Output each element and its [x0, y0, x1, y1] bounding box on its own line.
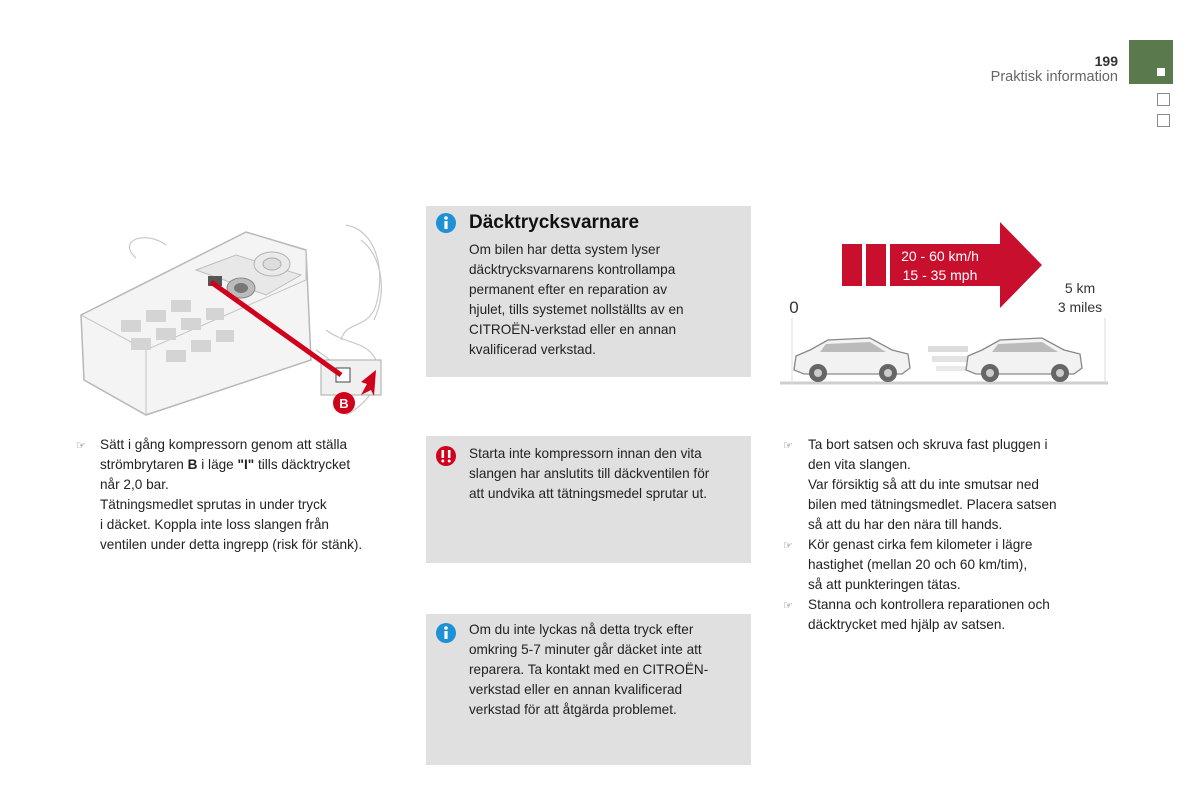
bullet-item: [783, 595, 1103, 635]
info-box-tyre-warning: [426, 206, 751, 377]
text-line: Sätt i gång kompressorn genom att ställa: [100, 437, 348, 452]
box-body: [469, 620, 708, 720]
start-label: 0: [789, 298, 799, 317]
text-line: permanent efter en reparation av: [469, 282, 667, 297]
text-line: så att du har den nära till hands.: [808, 517, 1003, 532]
text-line: kvalificerad verkstad.: [469, 342, 596, 357]
text-line: omkring 5-7 minuter går däcket inte att: [469, 642, 702, 657]
chapter-tab-active: [1129, 40, 1173, 84]
left-instructions: [76, 435, 416, 555]
text-line: den vita slangen.: [808, 457, 911, 472]
page-number: 199: [1094, 53, 1118, 69]
caution-box-compressor: [426, 436, 751, 563]
text-line: bilen med tätningsmedlet. Placera satsen: [808, 497, 1057, 512]
text-line: Starta inte kompressorn innan den vita: [469, 446, 702, 461]
hand-pointer-icon: ☞: [783, 600, 793, 612]
speed-distance-illustration: [780, 218, 1110, 388]
info-icon: [436, 623, 456, 643]
text-line: ventilen under detta ingrepp (risk för stänk).: [100, 537, 363, 552]
tab-marker: [1157, 68, 1165, 76]
text-line: i däcket. Koppla inte loss slangen från: [100, 517, 329, 532]
chapter-tab-empty: [1157, 114, 1170, 127]
callout-label-b: B: [339, 396, 349, 411]
box-body: [469, 240, 684, 360]
hand-pointer-icon: ☞: [76, 440, 86, 452]
compressor-illustration: [76, 210, 406, 425]
distance-miles: 3 miles: [1057, 299, 1103, 315]
box-title: Däcktrycksvarnare: [469, 212, 640, 233]
text-line: Var försiktig så att du inte smutsar ned: [808, 477, 1039, 492]
distance-km: 5 km: [1064, 280, 1096, 296]
text-line: verkstad eller en annan kvalificerad: [469, 682, 683, 697]
motion-blur: [928, 346, 968, 371]
instruction-text: [100, 435, 416, 555]
text-line: verkstad för att åtgärda problemet.: [469, 702, 677, 717]
text-line: hjulet, tills systemet nollställts av en: [469, 302, 684, 317]
switch-position: "I": [237, 457, 255, 472]
speed-mph: 15 - 35 mph: [902, 267, 978, 283]
text-line: CITROËN-verkstad eller en annan: [469, 322, 677, 337]
text-line: reparera. Ta kontakt med en CITROËN-: [469, 662, 709, 677]
text-line: så att punkteringen tätas.: [808, 577, 961, 592]
car-moving: [966, 338, 1082, 382]
text-line: Ta bort satsen och skruva fast pluggen i: [808, 437, 1048, 452]
info-box-pressure: [426, 614, 751, 765]
text-line: Om du inte lyckas nå detta tryck efter: [469, 622, 694, 637]
arrow-stripe: [866, 244, 886, 286]
text-line: når 2,0 bar.: [100, 477, 169, 492]
switch-label: B: [187, 457, 198, 472]
text-line: däcktrycksvarnarens kontrollampa: [469, 262, 676, 277]
bullet-item: [783, 535, 1103, 595]
text-line: hastighet (mellan 20 och 60 km/tim),: [808, 557, 1028, 572]
speed-arrow: [890, 222, 1042, 308]
text-line: Kör genast cirka fem kilometer i lägre: [808, 537, 1033, 552]
bullet-item: [783, 435, 1103, 535]
speed-kmh: 20 - 60 km/h: [901, 248, 979, 264]
text-line: slangen har anslutits till däckventilen för: [469, 466, 710, 481]
section-title: Praktisk information: [990, 69, 1118, 85]
hand-pointer-icon: ☞: [783, 540, 793, 552]
arrow-stripe: [842, 244, 862, 286]
text-line: strömbrytaren B i läge "I" tills däcktrycket: [100, 457, 351, 472]
right-instructions: [783, 435, 1103, 635]
text-line: att undvika att tätningsmedel sprutar ut.: [469, 486, 708, 501]
hand-pointer-icon: ☞: [783, 440, 793, 452]
chapter-tab-empty: [1157, 93, 1170, 106]
warning-icon: [436, 446, 456, 466]
car-start: [794, 338, 910, 382]
info-icon: [436, 213, 456, 233]
text-line: däcktrycket med hjälp av satsen.: [808, 617, 1006, 632]
box-body: [469, 444, 709, 504]
text-line: Stanna och kontrollera reparationen och: [808, 597, 1050, 612]
text-line: Om bilen har detta system lyser: [469, 242, 661, 257]
text-line: Tätningsmedlet sprutas in under tryck: [100, 497, 327, 512]
